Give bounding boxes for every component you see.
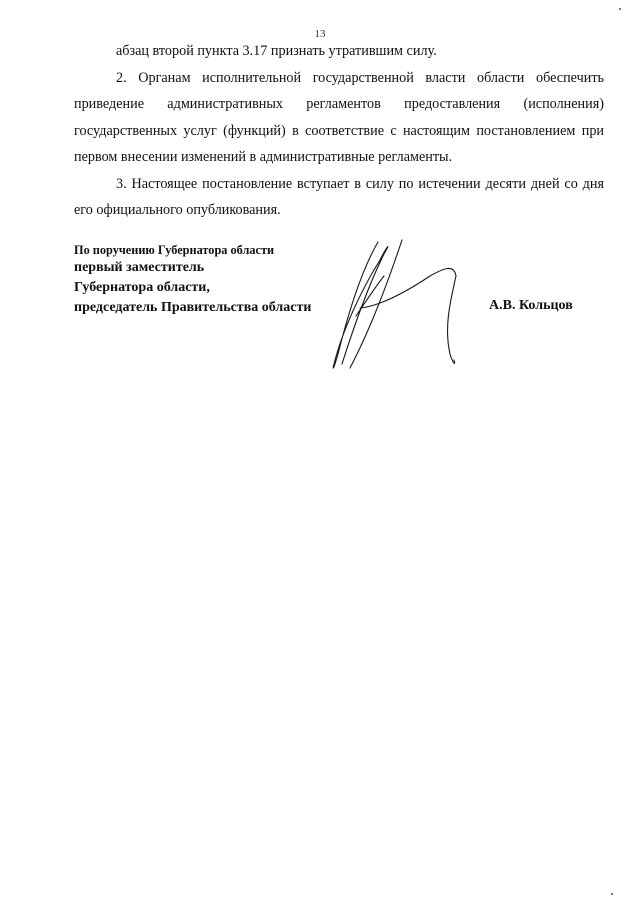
position-line-3: председатель Правительства области <box>74 300 312 315</box>
signer-name: А.В. Кольцов <box>489 298 573 313</box>
on-behalf-line: По поручению Губернатора области <box>74 243 275 257</box>
scan-speck <box>619 8 621 10</box>
paragraph-item-2: 2. Органам исполнительной государственной власти области обеспечить приведение административных регламентов предоставления (исполнения) государственных услуг (функций) в соответствие с настоящим постановлением при первом внесении изменений в административные регламенты. <box>74 69 604 165</box>
position-line-1: первый заместитель <box>74 260 205 275</box>
position-line-2: Губернатора области, <box>74 280 210 295</box>
handwritten-signature <box>320 236 480 376</box>
page-number: 13 <box>314 28 326 40</box>
paragraph-clause-end: абзац второй пункта 3.17 признать утратившим силу. <box>116 43 437 59</box>
scan-speck <box>611 893 613 895</box>
paragraph-item-3: 3. Настоящее постановление вступает в силу по истечении десяти дней со дня его официального опубликования. <box>74 175 604 218</box>
document-body <box>74 38 604 224</box>
